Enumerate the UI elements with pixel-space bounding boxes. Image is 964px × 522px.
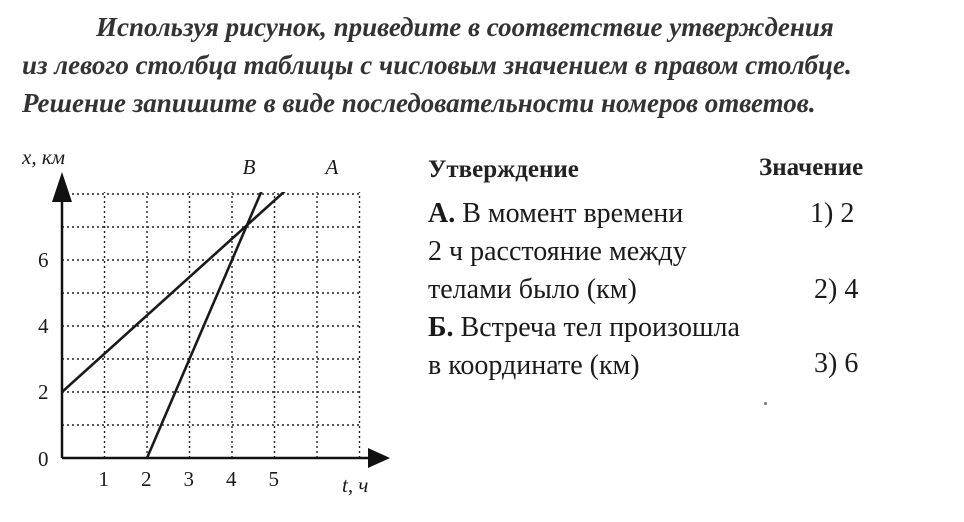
chart-lines	[62, 154, 326, 458]
x-tick-label: 4	[226, 467, 237, 491]
value-option-3: 3) 6	[814, 348, 859, 379]
x-tick-label: 5	[268, 467, 279, 491]
chart-grid	[62, 192, 360, 458]
x-axis-arrow	[368, 448, 390, 468]
statement-b-letter: Б.	[428, 312, 454, 343]
motion-graph	[0, 140, 420, 510]
y-axis-arrow	[52, 172, 72, 202]
value-option-1: 1) 2	[810, 198, 855, 229]
task-instructions	[22, 8, 942, 122]
instruction-line-1: Используя рисунок, приведите в соответствие утверждения	[96, 12, 834, 42]
y-tick-label: 6	[38, 248, 49, 272]
statement-a-letter: А.	[428, 198, 456, 229]
statement-b-text-1: Встреча тел произошла	[460, 312, 740, 343]
y-axis-label: x, км	[22, 145, 66, 169]
series-line-a	[62, 154, 326, 392]
statement-a-text-1: В момент времени	[462, 198, 684, 229]
x-axis-label: t, ч	[342, 473, 369, 497]
x-tick-label: 3	[183, 467, 194, 491]
chart-axes	[52, 172, 390, 468]
instruction-line-3: Решение запишите в виде последовательности номеров ответов.	[22, 88, 816, 118]
y-tick-label: 4	[38, 314, 49, 338]
statement-a-line-2: 2 ч расстояние между	[428, 236, 687, 267]
series-line-b	[147, 161, 275, 458]
y-tick-label: 2	[38, 380, 49, 404]
statement-b-line-1	[428, 312, 740, 344]
value-option-2: 2) 4	[814, 274, 859, 305]
value-header: Значение	[759, 154, 864, 181]
instruction-line-2: из левого столбца таблицы с числовым значением в правом столбце.	[22, 50, 852, 80]
scan-speck	[764, 402, 767, 405]
chart-labels	[21, 145, 368, 497]
series-label-a: A	[325, 155, 339, 180]
series-label-b: B	[242, 155, 256, 180]
statement-a-line-3: телами было (км)	[428, 274, 637, 305]
origin-label: 0	[38, 447, 49, 471]
x-tick-label: 2	[141, 467, 152, 491]
x-tick-label: 1	[98, 467, 109, 491]
statement-a-line-1	[428, 198, 683, 230]
statement-b-line-2: в координате (км)	[428, 350, 640, 381]
statement-header: Утверждение	[428, 156, 579, 183]
